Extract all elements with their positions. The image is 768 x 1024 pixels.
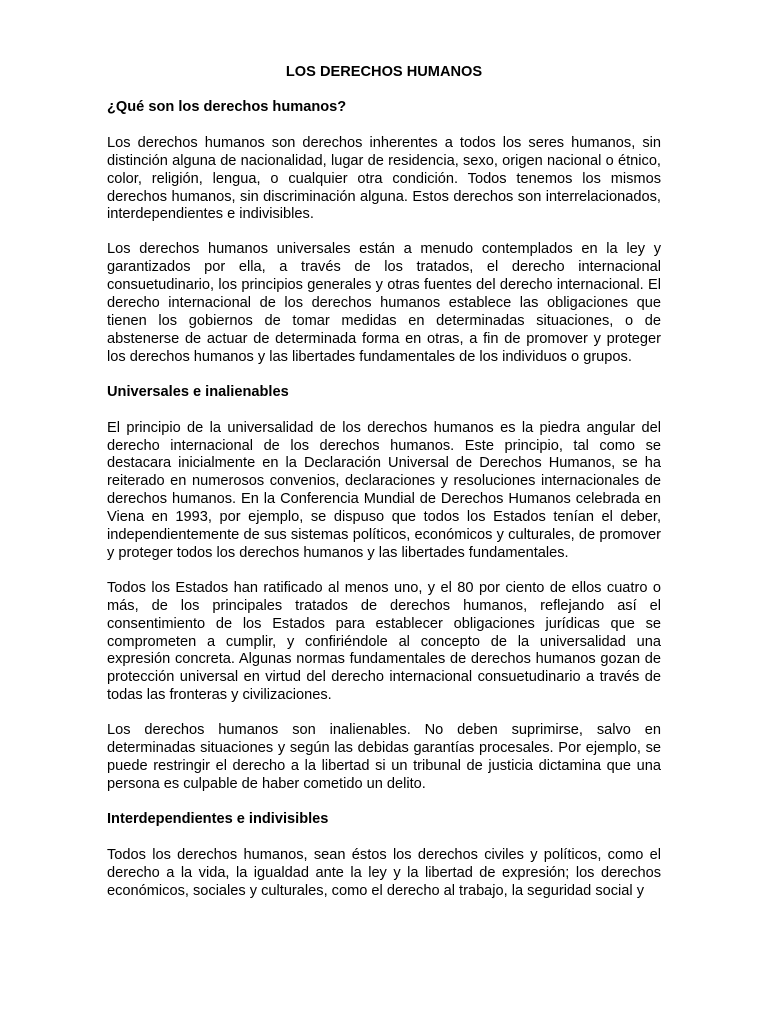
paragraph: Los derechos humanos son inalienables. No deben suprimirse, salvo en determinadas situaciones y según las debidas garantías procesales. Por ejemplo, se puede restringir el derecho a la libertad si un tribunal de justicia dictamina que una persona es culpable de haber cometido un delito. bbox=[107, 722, 661, 792]
section-heading-interdependientes: Interdependientes e indivisibles bbox=[107, 810, 329, 827]
paragraph: Los derechos humanos universales están a menudo contemplados en la ley y garantizados por ella, a través de los tratados, el derecho internacional consuetudinario, los principios generales y otras fuentes del derecho internacional. El derecho internacional de los derechos humanos establece las obligaciones que tienen los gobiernos de tomar medidas en determinadas situaciones, o de abstenerse de actuar de determinada forma en otras, a fin de promover y proteger los derechos humanos y las libertades fundamentales de los individuos o grupos. bbox=[107, 241, 661, 365]
paragraph: Todos los Estados han ratificado al menos uno, y el 80 por ciento de ellos cuatro o más, de los principales tratados de derechos humanos, reflejando así el consentimiento de los Estados para establecer obligaciones jurídicas que se comprometen a cumplir, y confiriéndole al concepto de la universalidad una expresión concreta. Algunas normas fundamentales de derechos humanos gozan de protección universal en virtud del derecho internacional consuetudinario a través de todas las fronteras y civilizaciones. bbox=[107, 579, 661, 704]
section-heading-que-son: ¿Qué son los derechos humanos? bbox=[107, 98, 347, 115]
document-title: LOS DERECHOS HUMANOS bbox=[285, 64, 483, 80]
paragraph: Los derechos humanos son derechos inherentes a todos los seres humanos, sin distinción alguna de nacionalidad, lugar de residencia, sexo, origen nacional o étnico, color, religión, lengua, o cualquier otra condición. Todos tenemos los mismos derechos humanos, sin discriminación alguna. Estos derechos son interrelacionados, interdependientes e indivisibles. bbox=[107, 134, 661, 223]
paragraph: El principio de la universalidad de los derechos humanos es la piedra angular del derecho internacional de los derechos humanos. Este principio, tal como se destacara inicialmente en la Declaración Universal de Derechos Humanos, se ha reiterado en numerosos convenios, declaraciones y resoluciones internacionales de derechos humanos. En la Conferencia Mundial de Derechos Humanos celebrada en Viena en 1993, por ejemplo, se dispuso que todos los Estados tenían el deber, independientemente de sus sistemas políticos, económicos y culturales, de promover y proteger todos los derechos humanos y las libertades fundamentales. bbox=[107, 419, 661, 561]
paragraph: Todos los derechos humanos, sean éstos los derechos civiles y políticos, como el derecho a la vida, la igualdad ante la ley y la libertad de expresión; los derechos económicos, sociales y culturales, como el derecho al trabajo, la seguridad social y bbox=[107, 846, 661, 899]
document-page bbox=[107, 64, 661, 917]
section-heading-universales: Universales e inalienables bbox=[107, 383, 289, 400]
